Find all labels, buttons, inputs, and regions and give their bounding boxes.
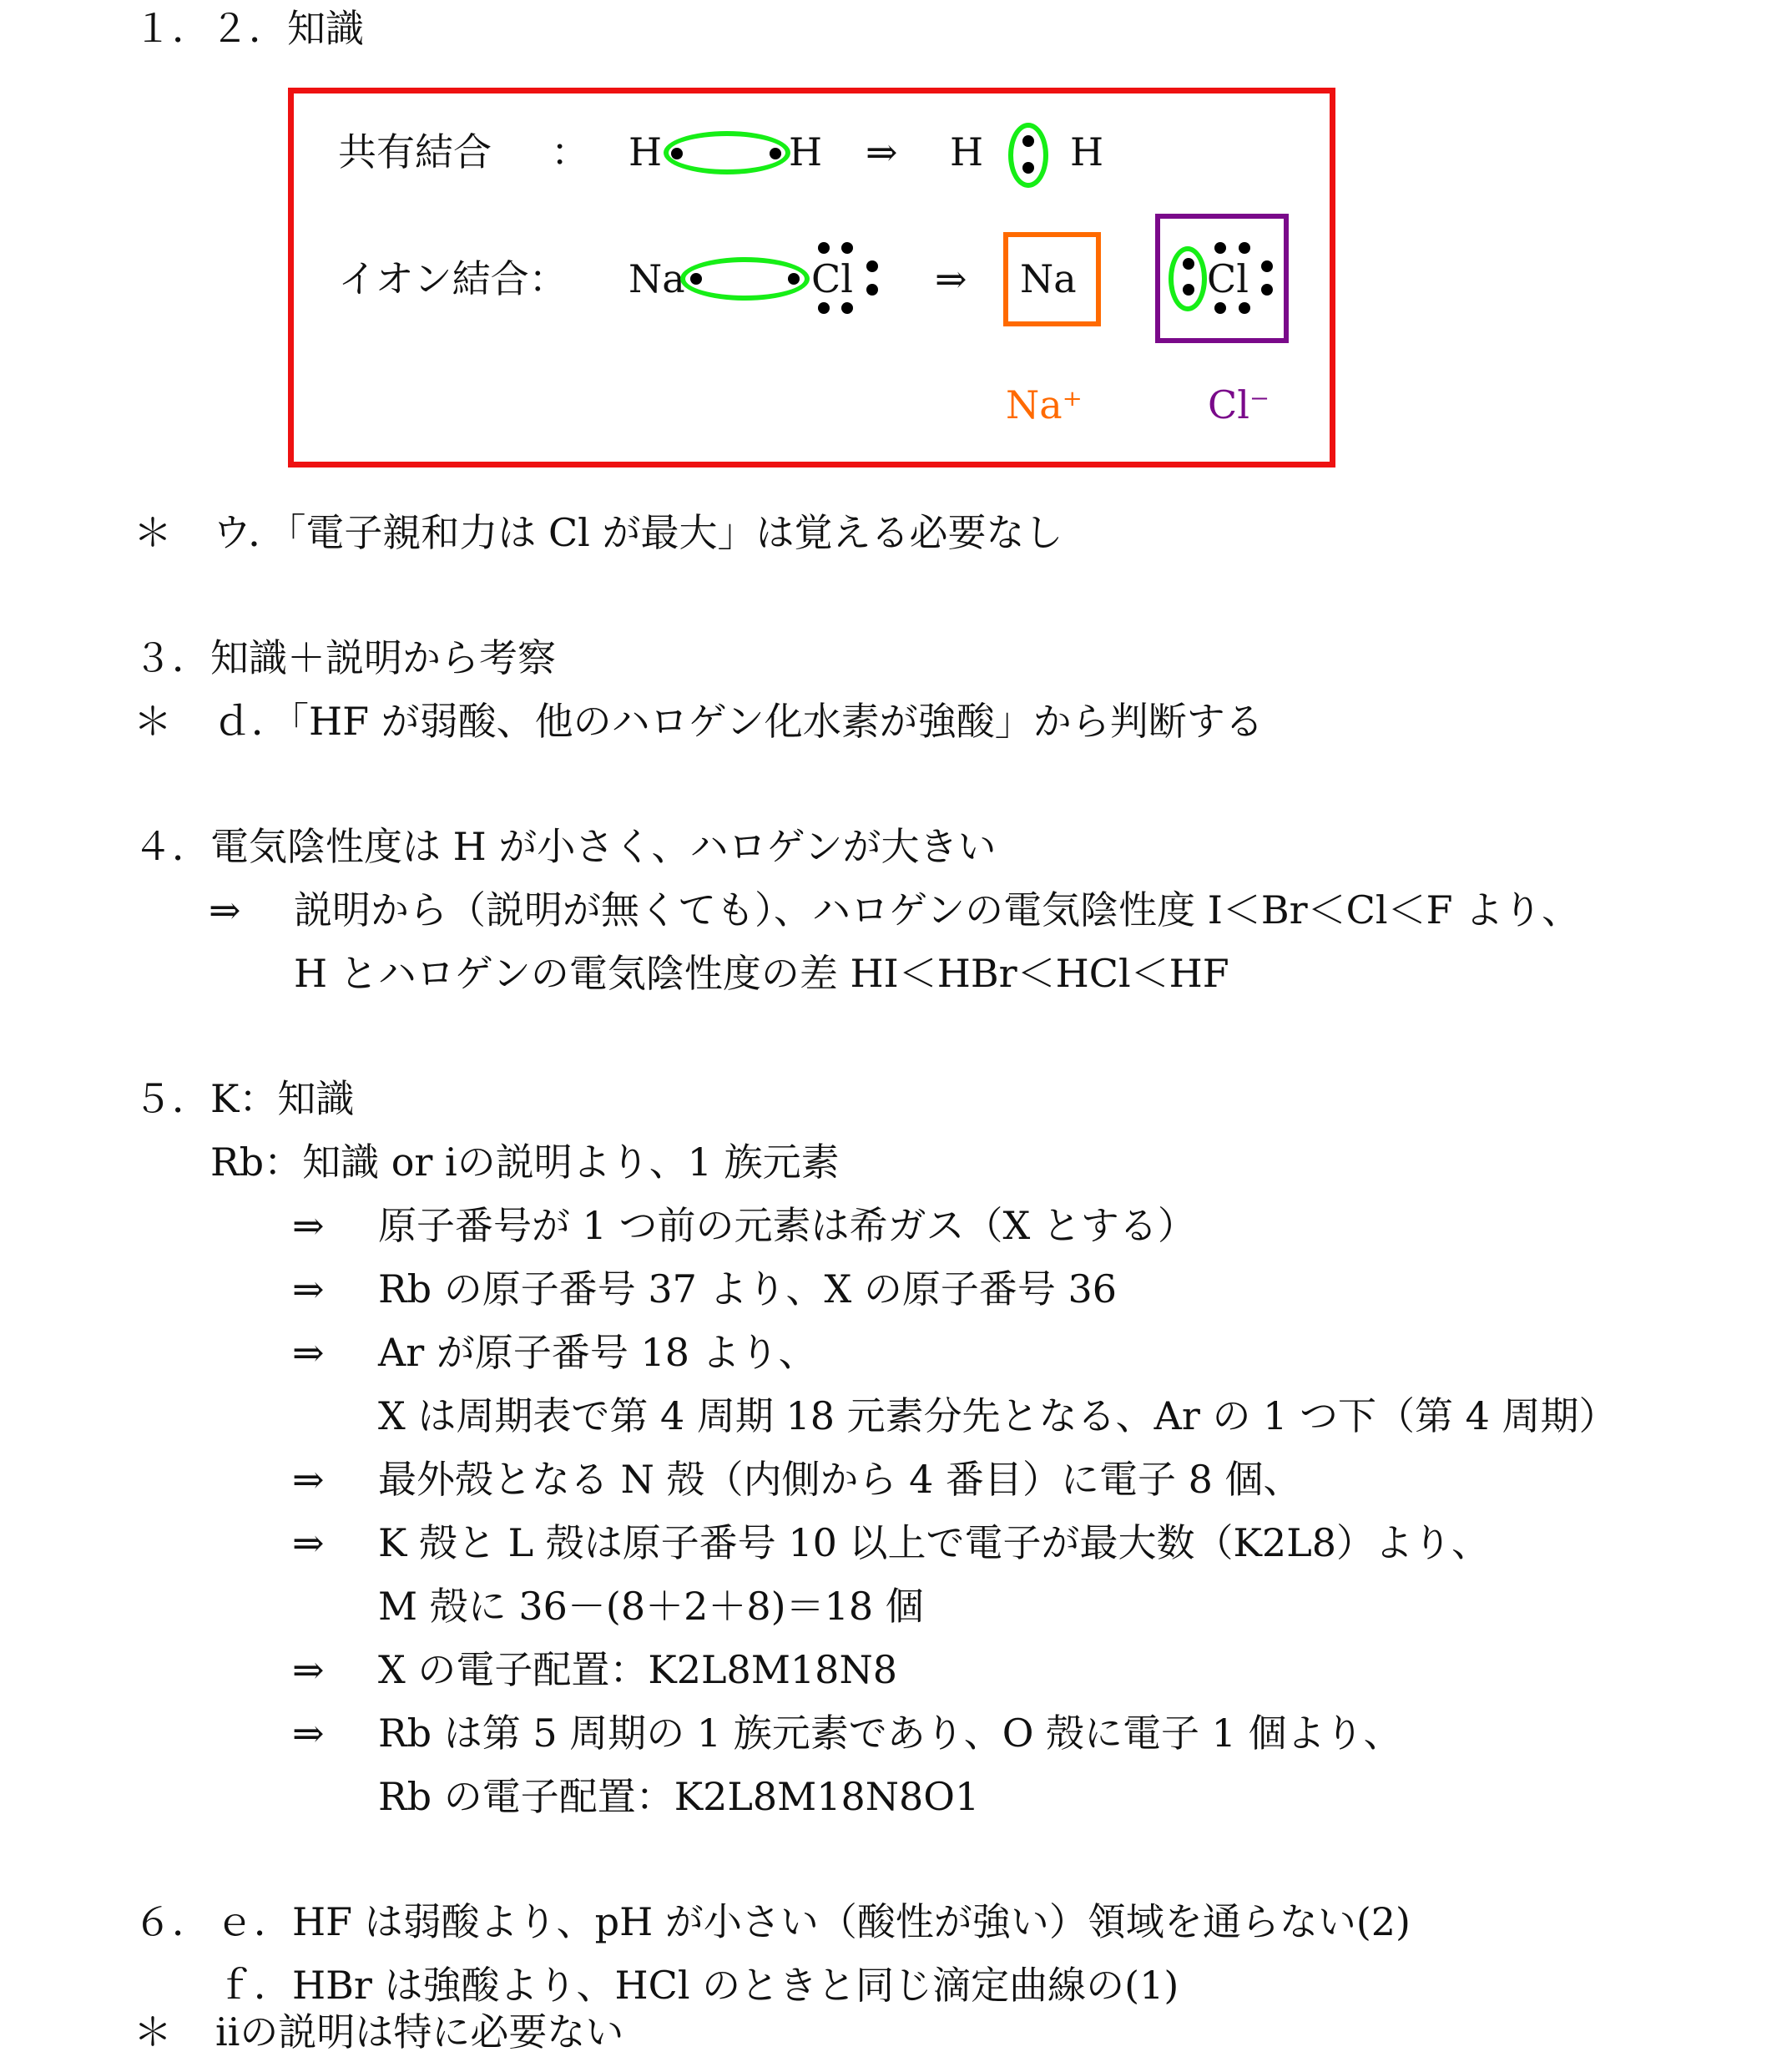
- arrow-icon: ⇒: [292, 1266, 325, 1312]
- electron-dot: [818, 302, 830, 314]
- section-4-line-2: H とハロゲンの電気陰性度の差 HI＜HBr＜HCl＜HF: [294, 951, 1229, 996]
- arrow-icon: ⇒: [866, 129, 898, 174]
- section-5-step: 原子番号が 1 つ前の元素は希ガス（X とする）: [378, 1203, 1196, 1248]
- hydrogen-right-product: H: [1070, 129, 1104, 174]
- section-5-step: 最外殻となる N 殻（内側から 4 番目）に電子 8 個、: [378, 1457, 1302, 1502]
- section-5-step: Rb の原子番号 37 より、X の原子番号 36: [378, 1266, 1118, 1312]
- section-3-note: ｄ．「HF が弱酸、他のハロゲン化水素が強酸」から判断する: [213, 699, 1264, 744]
- sodium-ion-label: Na⁺: [1006, 382, 1083, 427]
- electron-dot: [671, 148, 683, 159]
- electron-dot: [841, 302, 853, 314]
- hydrogen-left: H: [628, 129, 663, 174]
- arrow-icon: ⇒: [935, 256, 967, 301]
- section-5-step: X は周期表で第 4 周期 18 元素分先となる、Ar の 1 つ下（第 4 周期）: [378, 1393, 1618, 1438]
- electron-dot: [1214, 302, 1226, 314]
- section-5-step: K 殻と L 殻は原子番号 10 以上で電子が最大数（K2L8）より、: [378, 1520, 1491, 1565]
- electron-dot: [1022, 135, 1034, 147]
- electron-dot: [1214, 242, 1226, 254]
- electron-dot: [770, 148, 781, 159]
- electron-pair-ring: [1008, 123, 1048, 188]
- note-electron-affinity: ウ．「電子親和力は Cl が最大」は覚える必要なし: [213, 510, 1063, 555]
- electron-dot: [1022, 162, 1034, 174]
- electron-dot: [1183, 258, 1194, 270]
- section-1-2-heading: １．２．知識: [134, 6, 364, 51]
- electron-dot: [866, 284, 878, 296]
- chlorine-atom: Cl: [811, 256, 853, 301]
- electron-dot: [1261, 260, 1273, 272]
- hydrogen-right: H: [789, 129, 823, 174]
- arrow-icon: ⇒: [292, 1457, 325, 1502]
- sodium-atom: Na: [628, 256, 685, 301]
- electron-dot: [841, 242, 853, 254]
- ionic-bond-label: イオン結合：: [338, 256, 568, 301]
- section-3-heading: ３．知識＋説明から考察: [134, 635, 556, 680]
- electron-dot: [690, 273, 702, 285]
- note-star: ＊: [134, 510, 172, 555]
- electron-dot: [1239, 302, 1250, 314]
- section-5-step: Rb の電子配置：K2L8M18N8O1: [378, 1774, 980, 1819]
- section-4-heading: ４．電気陰性度は H が小さく、ハロゲンが大きい: [134, 824, 997, 869]
- arrow-icon: ⇒: [292, 1330, 325, 1375]
- arrow-icon: ⇒: [292, 1520, 325, 1565]
- section-6-note: ⅱの説明は特に必要ない: [215, 2009, 624, 2054]
- arrow-icon: ⇒: [292, 1647, 325, 1692]
- hydrogen-left-product: H: [950, 129, 984, 174]
- arrow-icon: ⇒: [292, 1203, 325, 1248]
- sodium-ion-symbol: Na: [1020, 256, 1077, 301]
- section-6-number: ６．: [134, 1899, 210, 1944]
- covalent-bond-label: 共有結合: [338, 129, 492, 174]
- section-6-f: ｆ．HBr は強酸より、HCl のときと同じ滴定曲線の(1): [215, 1963, 1179, 2008]
- section-5-step: Ar が原子番号 18 より、: [378, 1330, 817, 1375]
- chloride-ion-label: Cl⁻: [1208, 382, 1270, 427]
- electron-dot: [866, 260, 878, 272]
- covalent-colon: ：: [551, 129, 589, 174]
- electron-dot: [818, 242, 830, 254]
- section-5-step: X の電子配置：K2L8M18N8: [378, 1647, 897, 1692]
- section-5-heading: ５．K：知識: [134, 1076, 355, 1121]
- arrow-icon: ⇒: [292, 1711, 325, 1756]
- note-star: ＊: [134, 699, 172, 744]
- electron-dot: [1183, 284, 1194, 296]
- section-4-line-1: 説明から（説明が無くても）、ハロゲンの電気陰性度 I＜Br＜Cl＜F より、: [294, 887, 1581, 932]
- electron-dot: [1261, 284, 1273, 296]
- section-5-step: Rb は第 5 周期の 1 族元素であり、O 殻に電子 1 個より、: [378, 1711, 1402, 1756]
- chloride-symbol: Cl: [1207, 256, 1249, 301]
- electron-dot: [788, 273, 800, 285]
- section-6-e: ｅ．HF は弱酸より、pH が小さい（酸性が強い）領域を通らない(2): [215, 1899, 1411, 1944]
- gained-electron-ring: [1169, 246, 1207, 311]
- note-star: ＊: [134, 2009, 172, 2054]
- arrow-icon: ⇒: [209, 887, 241, 932]
- electron-dot: [1239, 242, 1250, 254]
- section-5-step: M 殻に 36－(8＋2＋8)＝18 個: [378, 1584, 924, 1629]
- section-5-rb-line: Rb：知識 or ⅰの説明より、1 族元素: [210, 1140, 840, 1185]
